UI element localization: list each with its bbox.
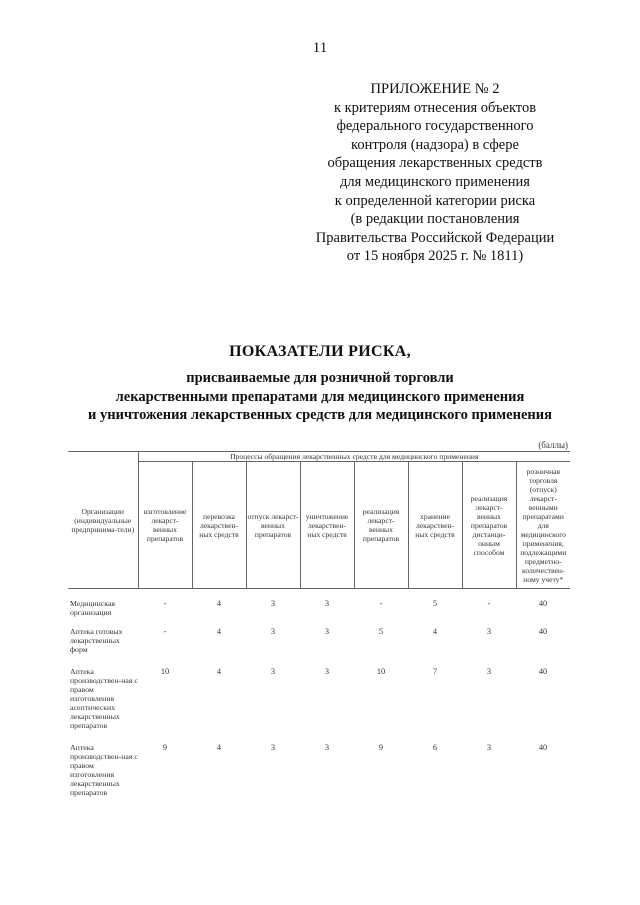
org-cell: Аптека готовых лекарственных форм [70, 627, 123, 654]
risk-table [68, 451, 570, 803]
appendix-line: федерального государственного [336, 118, 534, 135]
score-cell: 7 [432, 667, 438, 676]
column-header: реализация лекарст-венных препаратов дистанци-онным способом [462, 462, 516, 589]
table-row [68, 743, 570, 803]
score-cell: 4 [216, 599, 222, 608]
score-cell: 5 [378, 627, 384, 636]
appendix-line: обращения лекарственных средств [327, 155, 543, 172]
score-cell: 4 [216, 627, 222, 636]
score-cell: 5 [432, 599, 438, 608]
score-cell: 3 [270, 667, 276, 676]
score-cell: - [379, 599, 383, 608]
score-cell: 3 [324, 667, 330, 676]
org-column-header: Организации (индивидуальные предпринима-тели) [68, 452, 138, 589]
score-cell: 3 [486, 667, 492, 676]
score-cell: 40 [538, 599, 548, 608]
score-cell: 3 [324, 599, 330, 608]
column-header: изготовление лекарст-венных препаратов [138, 462, 192, 589]
units-label: (баллы) [538, 440, 568, 450]
document-subtitle [0, 369, 640, 425]
subtitle-line: и уничтожения лекарственных средств для медицинского применения [88, 407, 552, 423]
appendix-line: к критериям отнесения объектов [333, 99, 537, 116]
score-cell: - [163, 627, 167, 636]
column-header: реализация лекарст-венных препаратов [354, 462, 408, 589]
process-group-header: Процессы обращения лекарственных средств для медицинского применения [138, 452, 570, 462]
column-header: перевозка лекарствен-ных средств [192, 462, 246, 589]
score-cell: 4 [216, 743, 222, 752]
table-row [68, 589, 570, 628]
score-cell: 3 [486, 743, 492, 752]
table-row [68, 667, 570, 743]
score-cell: 10 [160, 667, 170, 676]
score-cell: 3 [324, 627, 330, 636]
score-cell: 6 [432, 743, 438, 752]
score-cell: 4 [216, 667, 222, 676]
score-cell: 40 [538, 667, 548, 676]
table-row [68, 627, 570, 667]
score-cell: 40 [538, 743, 548, 752]
score-cell: 3 [324, 743, 330, 752]
column-header: отпуск лекарст-венных препаратов [246, 462, 300, 589]
score-cell: - [163, 599, 167, 608]
score-cell: 9 [162, 743, 168, 752]
appendix-line: контроля (надзора) в сфере [351, 136, 519, 153]
score-cell: 3 [270, 627, 276, 636]
subtitle-line: присваиваемые для розничной торговли [186, 370, 454, 386]
appendix-line: от 15 ноября 2025 г. № 1811) [346, 248, 524, 265]
org-cell: Аптека производствен-ная с правом изготовления асептических лекарственных препаратов [70, 667, 138, 730]
appendix-line: (в редакции постановления [350, 211, 520, 228]
score-cell: 9 [378, 743, 384, 752]
score-cell: 3 [486, 627, 492, 636]
appendix-line: для медицинского применения [340, 173, 530, 190]
page-number: 11 [312, 40, 328, 56]
score-cell: 10 [376, 667, 386, 676]
score-cell: 3 [270, 743, 276, 752]
org-cell: Аптека производствен-ная с правом изготовления лекарственных препаратов [70, 743, 138, 797]
org-cell: Медицинская организация [70, 599, 116, 617]
score-cell: 4 [432, 627, 438, 636]
score-cell: - [487, 599, 491, 608]
appendix-line: к определенной категории риска [334, 192, 536, 209]
document-title: ПОКАЗАТЕЛИ РИСКА, [229, 343, 411, 360]
appendix-line: Правительства Российской Федерации [315, 229, 555, 246]
appendix-line: ПРИЛОЖЕНИЕ № 2 [370, 81, 500, 97]
subtitle-line: лекарственными препаратами для медицинского применения [115, 388, 525, 405]
appendix-block [300, 80, 570, 266]
score-cell: 3 [270, 599, 276, 608]
column-header: хранение лекарствен-ных средств [408, 462, 462, 589]
score-cell: 40 [538, 627, 548, 636]
column-header: розничная торговля (отпуск) лекарст-венными препаратами для медицинского применения, подлежащими предметно-количествен-ному учету* [516, 462, 570, 589]
column-header: уничтожение лекарствен-ных средств [300, 462, 354, 589]
